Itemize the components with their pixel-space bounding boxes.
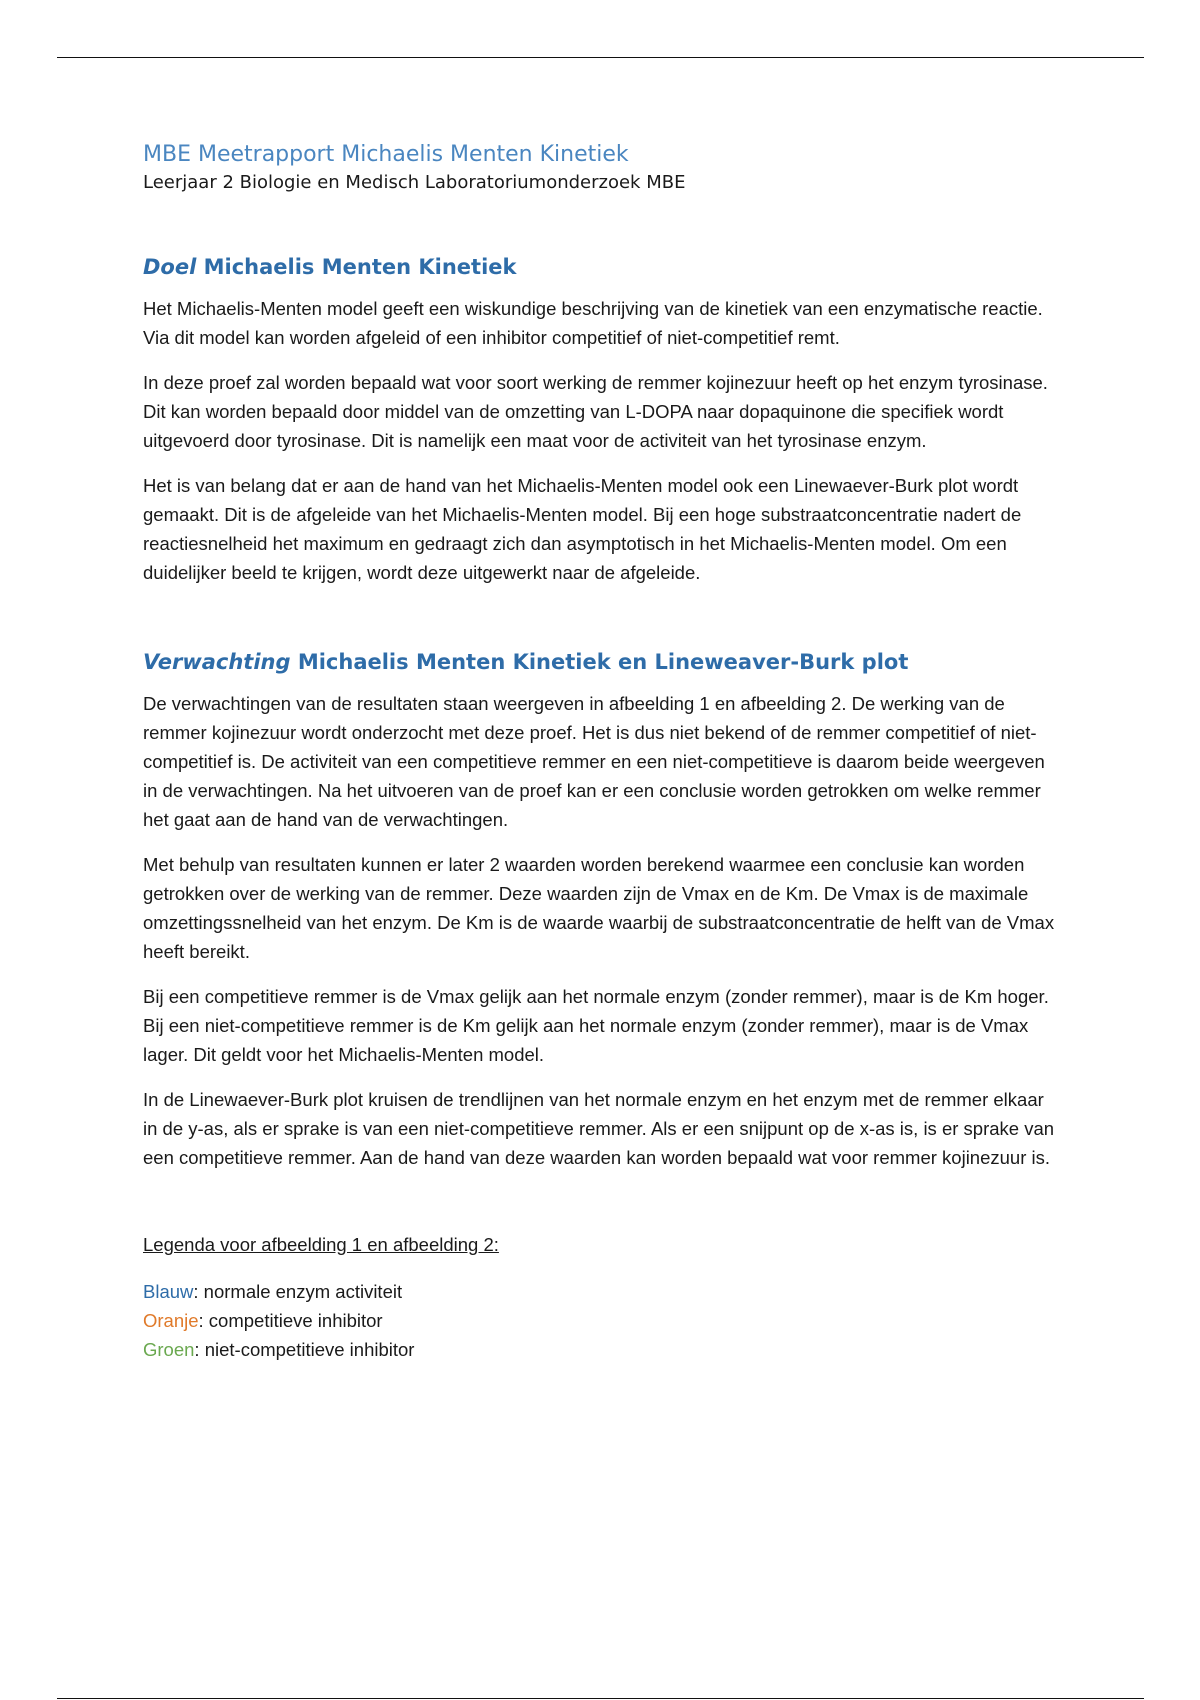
legend-text: : normale enzym activiteit	[193, 1281, 403, 1302]
legend-item-green	[143, 1335, 1058, 1364]
heading-text: Michaelis Menten Kinetiek	[196, 255, 517, 279]
paragraph: Met behulp van resultaten kunnen er later 2 waarden worden berekend waarmee een conclusie kan worden getrokken over de werking van de remmer. Deze waarden zijn de Vmax en de Km. De Vmax is de maximale omzettingssnelheid van het enzym. De Km is de waarde waarbij de substraatconcentratie de helft van de Vmax heeft bereikt.	[143, 854, 1055, 962]
paragraph: Het is van belang dat er aan de hand van het Michaelis-Menten model ook een Linewaever-Burk plot wordt gemaakt. Dit is de afgeleide van het Michaelis-Menten model. Bij een hoge substraatconcentratie nadert de reactiesnelheid het maximum en gedraagt zich dan asymptotisch in het Michaelis-Menten model. Om een duidelijker beeld te krijgen, wordt deze uitgewerkt naar de afgeleide.	[143, 475, 1022, 583]
legend-text: : competitieve inhibitor	[198, 1310, 383, 1331]
paragraph: In de Linewaever-Burk plot kruisen de trendlijnen van het normale enzym en het enzym met de remmer elkaar in de y-as, als er sprake is van een niet-competitieve remmer. Als er een snijpunt op de x-as is, is er sprake van een competitieve remmer. Aan de hand van deze waarden kan worden bepaald wat voor remmer kojinezuur is.	[143, 1089, 1055, 1168]
paragraph: De verwachtingen van de resultaten staan weergeven in afbeelding 1 en afbeelding 2. De werking van de remmer kojinezuur wordt onderzocht met deze proef. Het is dus niet bekend of de remmer competitief of niet-competitief is. De activiteit van een competitieve remmer en een niet-competitieve is daarom beide weergeven in de verwachtingen. Na het uitvoeren van de proef kan er een conclusie worden getrokken om welke remmer het gaat aan de hand van de verwachtingen.	[143, 693, 1045, 830]
legend	[143, 1277, 1058, 1364]
document-subtitle: Leerjaar 2 Biologie en Medisch Laboratoriumonderzoek MBE	[143, 172, 686, 193]
legend-text: : niet-competitieve inhibitor	[194, 1339, 415, 1360]
legend-color-label: Blauw	[143, 1281, 194, 1302]
heading-emphasis: Doel	[143, 255, 197, 279]
section-heading-doel	[143, 252, 1058, 282]
footer-rule	[57, 1698, 1144, 1699]
legend-color-label: Groen	[143, 1339, 195, 1360]
section-heading-verwachting	[143, 647, 1058, 677]
legend-item-blue	[143, 1277, 1058, 1306]
paragraph: In deze proef zal worden bepaald wat voor soort werking de remmer kojinezuur heeft op het enzym tyrosinase. Dit kan worden bepaald door middel van de omzetting van L-DOPA naar dopaquinone die specifiek wordt uitgevoerd door tyrosinase. Dit is namelijk een maat voor de activiteit van het tyrosinase enzym.	[143, 372, 1048, 451]
heading-text: Michaelis Menten Kinetiek en Lineweaver-Burk plot	[290, 650, 909, 674]
heading-emphasis: Verwachting	[143, 650, 291, 674]
legend-color-label: Oranje	[143, 1310, 199, 1331]
legend-item-orange	[143, 1306, 1058, 1335]
legend-title: Legenda voor afbeelding 1 en afbeelding 2:	[143, 1234, 499, 1255]
paragraph: Het Michaelis-Menten model geeft een wiskundige beschrijving van de kinetiek van een enzymatische reactie. Via dit model kan worden afgeleid of een inhibitor competitief of niet-competitief remt.	[143, 298, 1043, 348]
document-body	[143, 140, 1058, 1364]
paragraph: Bij een competitieve remmer is de Vmax gelijk aan het normale enzym (zonder remmer), maar is de Km hoger. Bij een niet-competitieve remmer is de Km gelijk aan het normale enzym (zonder remmer), maar is de Vmax lager. Dit geldt voor het Michaelis-Menten model.	[143, 986, 1049, 1065]
document-title: MBE Meetrapport Michaelis Menten Kinetiek	[143, 142, 629, 167]
header-rule	[57, 57, 1144, 58]
